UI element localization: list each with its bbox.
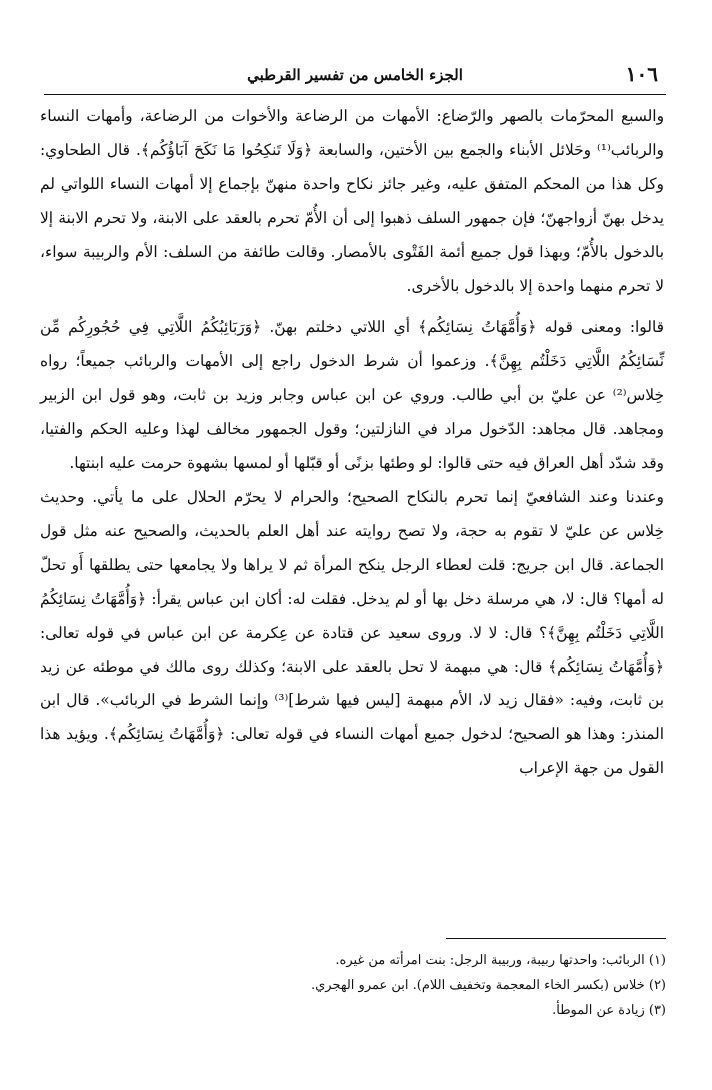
footnote-divider	[446, 938, 666, 939]
running-title: الجزء الخامس من تفسير القرطبي	[247, 66, 463, 84]
footnote-3: (٣) زيادة عن الموطأ.	[552, 1003, 666, 1018]
paragraph-3: وعندنا وعند الشافعيّ إنما تحرم بالنكاح الصحيح؛ والحرام لا يحرّم الحلال على ما يأتي. وحديث خِلاس عن عليّ لا تقوم به حجة، ولا تصح روايته عند أهل العلم بالحديث، والصحيح عنه مثل قول الجماعة. قال ابن جريج: قلت لعطاء الرجل ينكح المرأة ثم لا يراها ولا يجامعها حتى يطلقها أَو تحلّ له أمها؟ قال: لا، هي مرسلة دخل بها أو لم يدخل. فقلت له: أكان ابن عباس يقرأ: ﴿وَأُمَّهَاتُ نِسَائِكُمُ اللَّاتِي دَخَلْتُم بِهِنَّ﴾؟ قال: لا لا. وروى سعيد عن قتادة عن عِكرمة عن ابن عباس في قوله تعالى: ﴿وَأُمَّهَاتُ نِسَائِكُم﴾ قال: هي مبهمة لا تحل بالعقد على الابنة؛ وكذلك روى مالك في موطئه عن زيد بن ثابت، وفيه: «فقال زيد لا، الأم مبهمة [ليس فيها شرط]⁽³⁾ وإنما الشرط في الربائب». قال ابن المنذر: وهذا هو الصحيح؛ لدخول جميع أمهات النساء في قوله تعالى: ﴿وَأُمَّهَاتُ نِسَائِكُم﴾. ويؤيد هذا القول من جهة الإعراب	[40, 487, 664, 778]
footnote-2: (٢) خلاس (بكسر الخاء المعجمة وتخفيف اللام). ابن عمرو الهجري.	[310, 978, 666, 993]
footnote-1: (١) الربائب: واحدتها ربيبة، وربيبة الرجل: بنت امرأته من غيره.	[335, 953, 666, 968]
page-header	[44, 60, 666, 95]
paragraph-1: والسبع المحرّمات بالصهر والرّضاع: الأمهات من الرضاعة والأخوات من الرضاعة، وأمهات النساء والربائب⁽¹⁾ وحَلائل الأبناء والجمع بين الأختين، والسابعة ﴿وَلَا تَنكِحُوا مَا نَكَحَ آبَاؤُكُم﴾. قال الطحاوي: وكل هذا من المحكم المتفق عليه، وغير جائز نكاح واحدة منهنّ بإجماع إلا أمهات النساء اللواتي لم يدخل بهنّ أزواجهنّ؛ فإن جمهور السلف ذهبوا إلى أن الأُمّ تحرم بالعقد على الابنة، ولا تحرم الابنة إلا بالدخول بالأُمّ؛ وبهذا قول جميع أئمة الفَتْوى بالأمصار. وقالت طائفة من السلف: الأم والربيبة سواء، لا تحرم منهما واحدة إلا بالدخول بالأخرى.	[40, 107, 664, 295]
body-text	[40, 100, 664, 786]
page-number: ١٠٦	[625, 62, 658, 86]
footnotes	[44, 948, 666, 1023]
paragraph-2: قالوا: ومعنى قوله ﴿وَأُمَّهَاتُ نِسَائِكُم﴾ أي اللاتي دخلتم بهنّ. ﴿وَرَبَائِبُكُمُ اللَّاتِي فِي حُجُورِكُم مِّن نِّسَائِكُمُ اللَّاتِي دَخَلْتُم بِهِنَّ﴾. وزعموا أن شرط الدخول راجع إلى الأمهات والربائب جميعاً؛ رواه خِلاس⁽²⁾ عن عليّ بن أبي طالب. وروي عن ابن عباس وجابر وزيد بن ثابت، وهو قول ابن الزبير ومجاهد. قال مجاهد: الدّخول مراد في النازلتين؛ وقول الجمهور مخالف لهذا وعليه الحكم والفتيا، وقد شدّد أهل العراق فيه حتى قالوا: لو وطئها بزنًى أو قبّلها أو لمسها بشهوة حرمت عليه ابنتها.	[40, 318, 664, 473]
